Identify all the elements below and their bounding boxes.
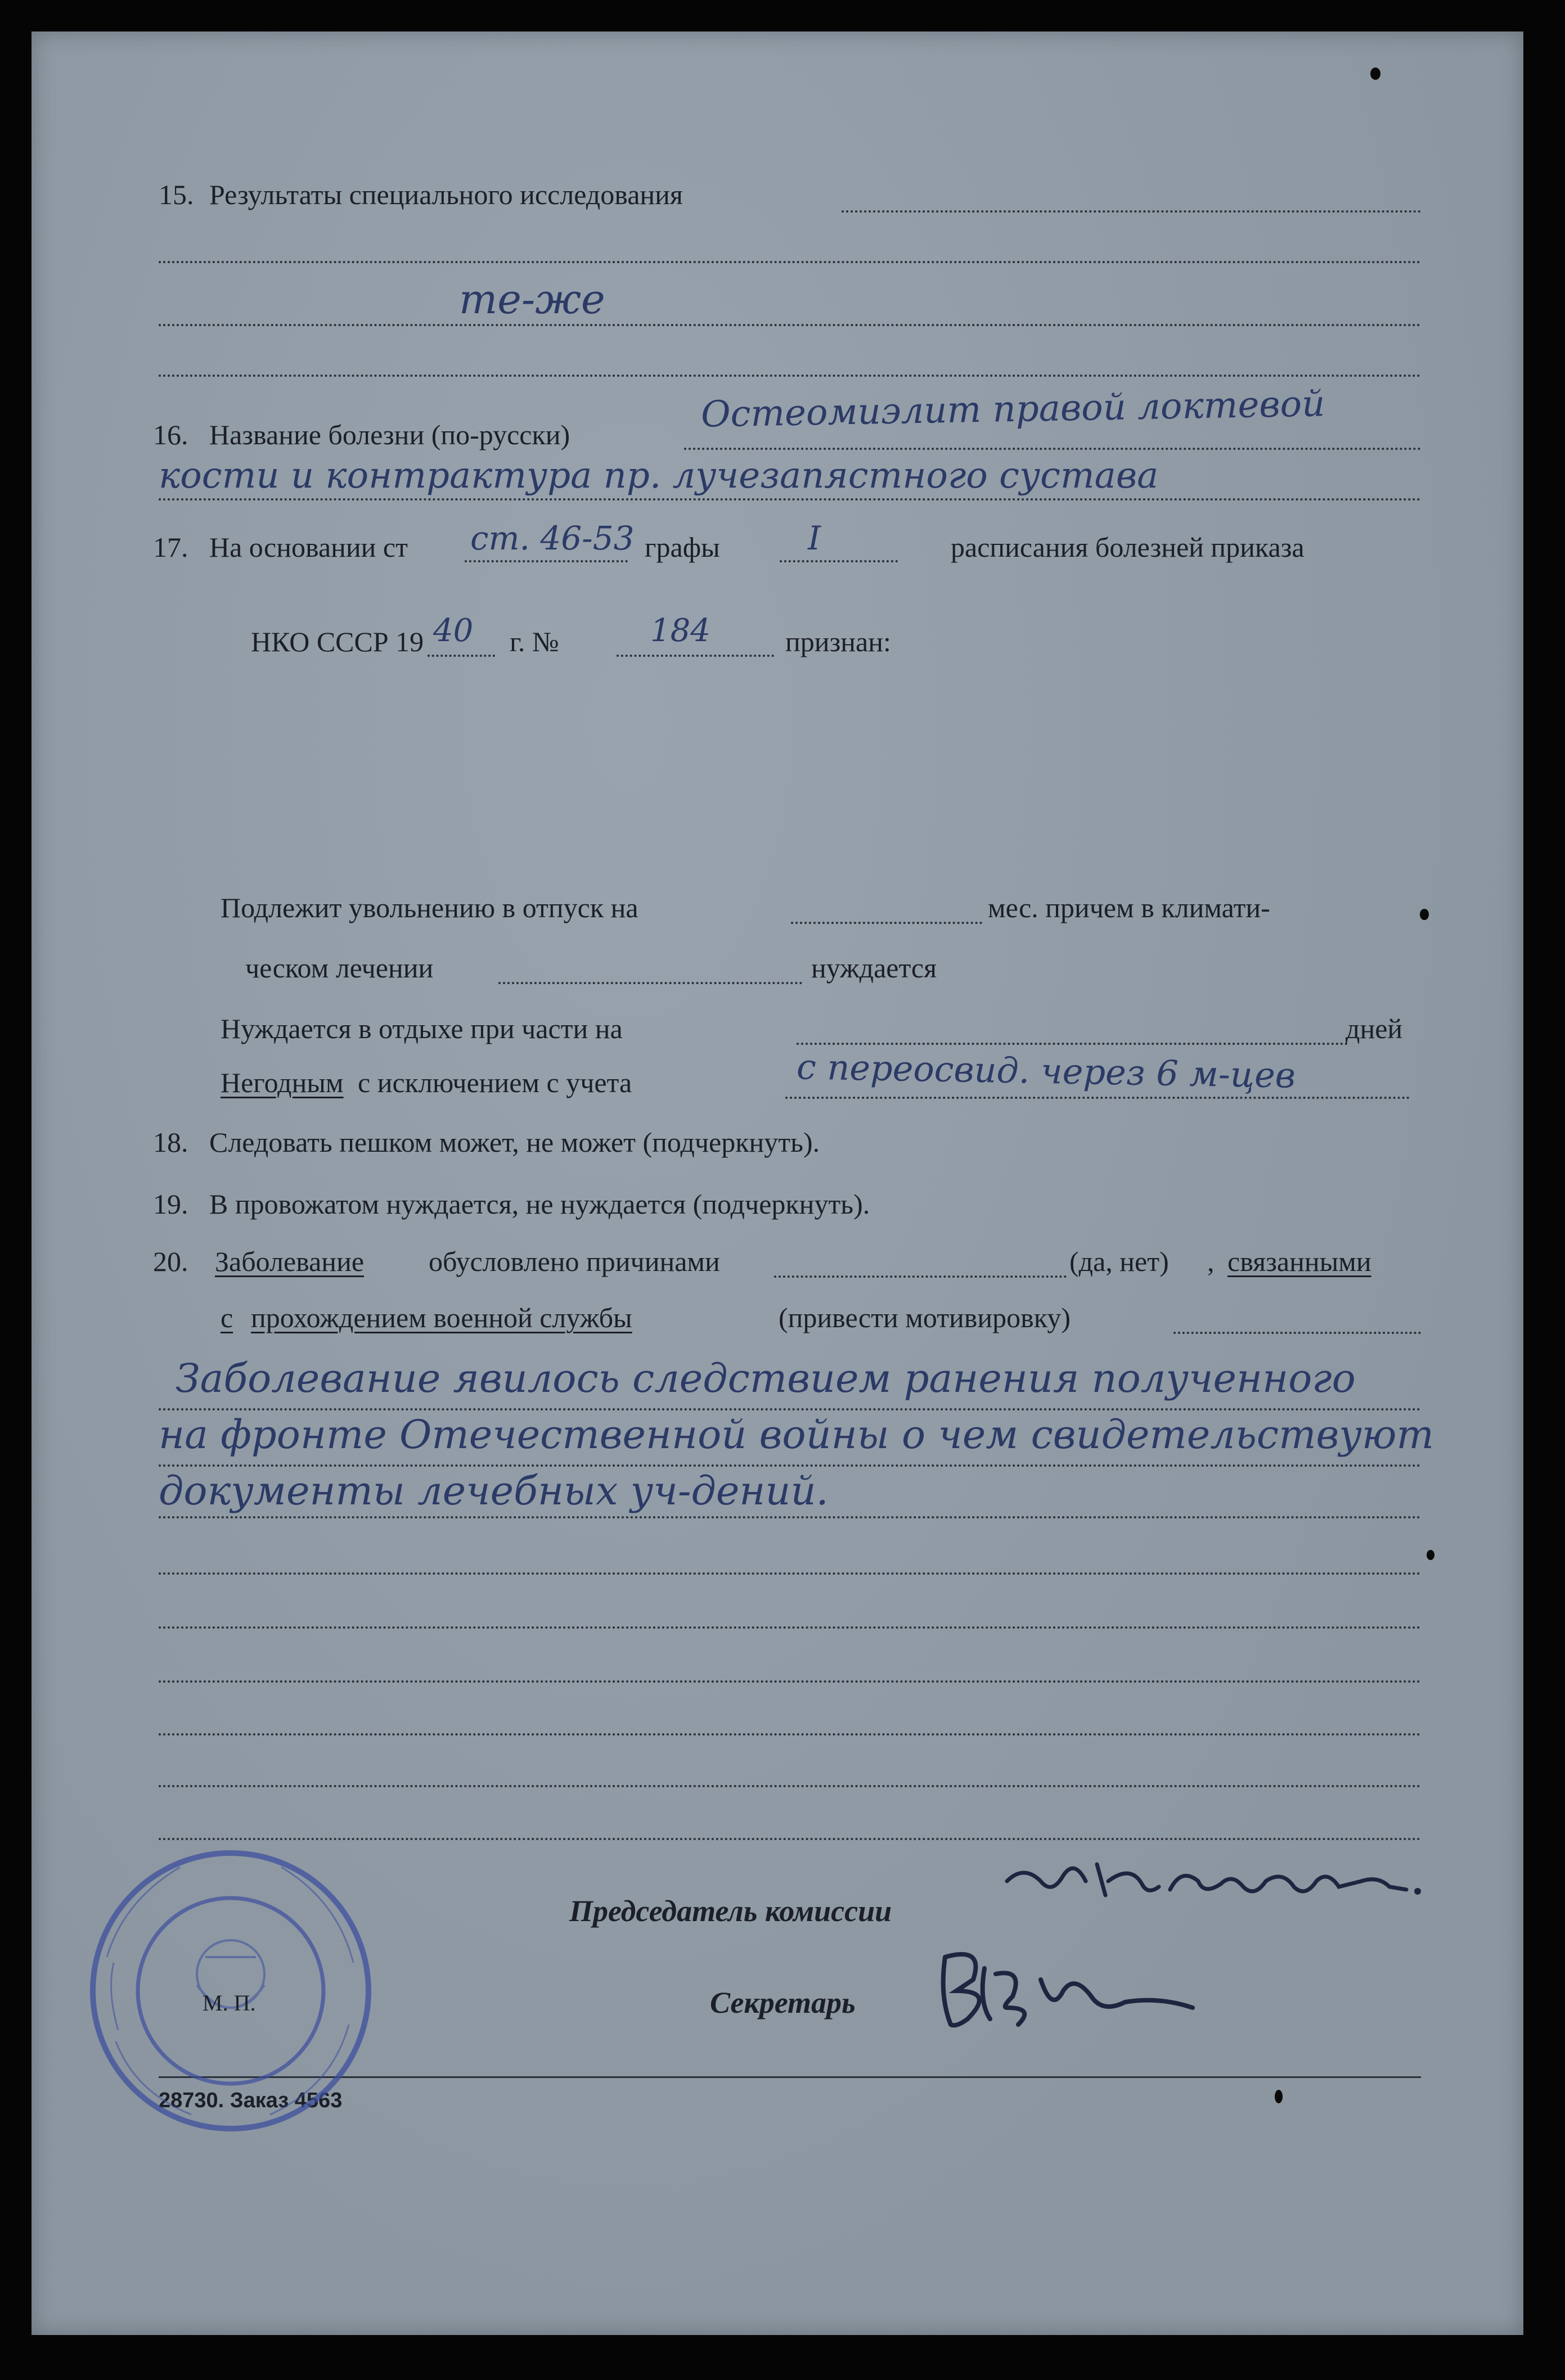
item-20-word-connected: связанными (1227, 1246, 1371, 1277)
item-20-text-3c: (привести мотивировку) (779, 1302, 1071, 1333)
secretary-signature (923, 1935, 1238, 2041)
item-17-column: I (808, 519, 821, 557)
dotted-line (159, 1785, 1421, 1787)
item-16-value-line2: кости и контрактура пр. лучезапястного сустава (159, 455, 1159, 497)
item-20-hand-line1: Заболевание явилось следствием ранения полученного (176, 1355, 1356, 1401)
item-17-label-f: признан: (785, 626, 891, 657)
item-17-label-a: На основании ст (209, 531, 408, 563)
paper-hole (1427, 1550, 1434, 1560)
unfit-label: с исключением с учета (358, 1067, 632, 1098)
dotted-line (1173, 1332, 1421, 1334)
unfit-value: с переосвид. через 6 м-цев (796, 1046, 1296, 1096)
item-19-number: 19. (153, 1188, 188, 1220)
item-20-text-1: обусловлено причинами (429, 1246, 720, 1277)
item-20-text-2: (да, нет) (1069, 1246, 1169, 1277)
leave-label-b: мес. причем в климати- (988, 892, 1270, 923)
rest-label-b: дней (1346, 1013, 1403, 1044)
item-20-word-disease: Заболевание (215, 1246, 365, 1277)
paper-hole (1275, 2090, 1283, 2103)
leave-label-d: нуждается (811, 952, 937, 984)
item-20-text-3a: с (221, 1302, 233, 1333)
leave-label-c: ческом лечении (245, 952, 434, 984)
item-15-number: 15. (159, 179, 194, 210)
secretary-label: Секретарь (710, 1986, 856, 2020)
dotted-line (159, 498, 1421, 501)
item-20-hand-line2: на фронте Отечественной войны о чем свидетельствуют (159, 1412, 1434, 1458)
dotted-line (159, 324, 1421, 326)
item-19-label: В провожатом нуждается, не нуждается (подчеркнуть). (209, 1188, 870, 1220)
chairman-signature (1001, 1842, 1485, 1943)
item-15-label: Результаты специального исследования (209, 179, 683, 210)
item-17-label-e: г. № (510, 626, 559, 657)
dotted-line (842, 210, 1421, 213)
dotted-line (159, 1838, 1421, 1840)
item-17-number: 17. (153, 531, 188, 563)
print-number: 28730. Заказ 4563 (159, 2089, 343, 2112)
dotted-line (785, 1097, 1410, 1099)
dotted-line (159, 261, 1421, 263)
item-17-label-c: расписания болезней приказа (951, 531, 1305, 563)
item-20-number: 20. (153, 1246, 188, 1277)
item-17-year: 40 (433, 612, 474, 649)
dotted-line (797, 1043, 1348, 1045)
dotted-line (428, 655, 495, 657)
item-16-number: 16. (153, 419, 188, 450)
item-20-hand-line3: документы лечебных уч-дений. (159, 1468, 829, 1514)
dotted-line (465, 560, 628, 562)
item-17-article: ст. 46-53 (470, 519, 635, 557)
dotted-line (159, 1733, 1421, 1736)
dotted-line (159, 1680, 1421, 1683)
dotted-line (617, 655, 774, 657)
item-15-value: те-же (459, 276, 605, 323)
dotted-line (774, 1275, 1067, 1278)
item-17-label-b: графы (645, 531, 720, 563)
item-20-text-3b: прохождением военной службы (251, 1302, 632, 1333)
dotted-line (159, 1408, 1421, 1410)
dotted-line (498, 982, 802, 984)
rest-label-a: Нуждается в отдыхе при части на (221, 1013, 623, 1044)
dotted-line (791, 922, 982, 924)
stamp-mp-text: М. П. (203, 1990, 256, 2016)
item-17-order-number: 184 (650, 612, 710, 649)
dotted-line (159, 1464, 1421, 1467)
official-stamp (84, 1845, 377, 2137)
item-18-number: 18. (153, 1126, 188, 1158)
dotted-line (780, 560, 898, 562)
item-17-label-d: НКО СССР 19 (251, 626, 424, 657)
item-18-label: Следовать пешком может, не может (подчеркнуть). (209, 1126, 820, 1158)
dotted-line (159, 1626, 1421, 1629)
dotted-line (159, 375, 1421, 377)
unfit-word: Негодным (221, 1067, 344, 1098)
item-16-value-line1: Остеомиэлит правой локтевой (700, 383, 1325, 436)
chairman-label: Председатель комиссии (569, 1894, 892, 1928)
dotted-line (159, 1516, 1421, 1518)
item-20-comma: , (1207, 1246, 1215, 1277)
item-16-label: Название болезни (по-русски) (209, 419, 570, 450)
dotted-line (684, 448, 1421, 450)
dotted-line (159, 1572, 1421, 1575)
leave-label-a: Подлежит увольнению в отпуск на (221, 892, 638, 923)
paper-hole (1420, 909, 1429, 920)
paper-hole (1370, 67, 1380, 80)
